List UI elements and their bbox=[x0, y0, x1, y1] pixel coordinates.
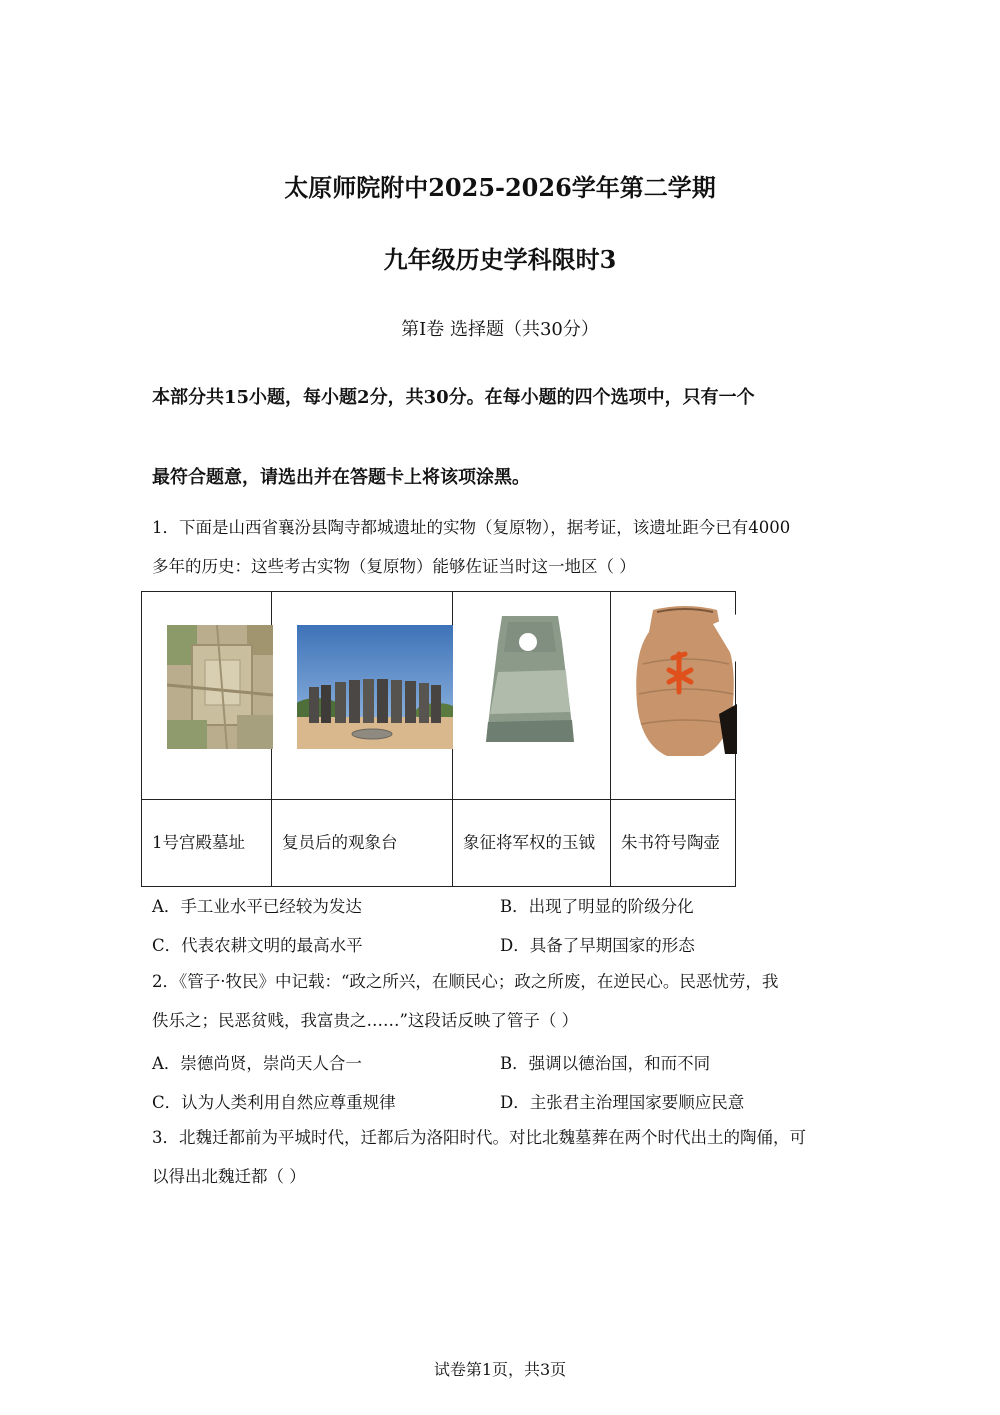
question-3-line-1: 3．北魏迁都前为平城时代，迁都后为洛阳时代。对比北魏墓葬在两个时代出土的陶俑，可 bbox=[152, 1128, 806, 1147]
palace-site-aerial-image bbox=[167, 625, 273, 749]
pottery-pot-image bbox=[633, 604, 737, 764]
image-cell-palace-site bbox=[142, 592, 272, 800]
q1-option-d: D．具备了早期国家的形态 bbox=[500, 936, 695, 955]
question-2-line-1: 2．《管子·牧民》中记载：“政之所兴，在顺民心；政之所废，在逆民心。民恶忧劳，我 bbox=[152, 972, 779, 991]
question-1-line-2: 多年的历史：这些考古实物（复原物）能够佐证当时这一地区（ ） bbox=[152, 557, 636, 576]
observatory-image bbox=[297, 625, 453, 749]
question-3-line-2: 以得出北魏迁都（ ） bbox=[152, 1167, 306, 1186]
exam-subtitle: 九年级历史学科限时3 bbox=[383, 245, 617, 274]
q1-option-c: C．代表农耕文明的最高水平 bbox=[152, 936, 363, 955]
instruction-line-2: 最符合题意，请选出并在答题卡上将该项涂黑。 bbox=[152, 467, 530, 488]
question-1-stem bbox=[152, 508, 852, 586]
q1-option-b: B．出现了明显的阶级分化 bbox=[500, 897, 694, 916]
jade-axe-image bbox=[478, 612, 582, 746]
q2-option-a: A．崇德尚贤，崇尚天人合一 bbox=[152, 1054, 362, 1073]
question-1-line-1: 1．下面是山西省襄汾县陶寺都城遗址的实物（复原物），据考证，该遗址距今已有4000 bbox=[152, 518, 791, 537]
table-label-observatory: 复员后的观象台 bbox=[272, 800, 453, 887]
question-2-stem bbox=[152, 962, 842, 1040]
q2-option-d: D．主张君主治理国家要顺应民意 bbox=[500, 1093, 745, 1112]
image-cell-observatory bbox=[272, 592, 453, 800]
question-3-stem bbox=[152, 1118, 852, 1196]
instruction-line-1: 本部分共15小题，每小题2分，共30分。在每小题的四个选项中，只有一个 bbox=[152, 387, 755, 408]
section-title: 第Ⅰ卷 选择题（共30分） bbox=[401, 319, 599, 340]
q2-option-b: B．强调以德治国，和而不同 bbox=[500, 1054, 711, 1073]
q2-option-c: C．认为人类利用自然应尊重规律 bbox=[152, 1093, 396, 1112]
table-label-palace-site: 1号宫殿墓址 bbox=[142, 800, 272, 887]
image-cell-jade-axe bbox=[453, 592, 611, 800]
table-label-pottery-pot: 朱书符号陶壶 bbox=[611, 800, 736, 887]
question-2-line-2: 佚乐之；民恶贫贱，我富贵之……”这段话反映了管子（ ） bbox=[152, 1011, 579, 1030]
q1-option-a: A．手工业水平已经较为发达 bbox=[152, 897, 362, 916]
exam-title: 太原师院附中2025-2026学年第二学期 bbox=[284, 173, 716, 202]
question-1-table bbox=[141, 591, 736, 887]
image-cell-pottery-pot bbox=[611, 592, 736, 800]
table-label-jade-axe: 象征将军权的玉钺 bbox=[453, 800, 611, 887]
page-footer: 试卷第1页，共3页 bbox=[433, 1360, 567, 1379]
